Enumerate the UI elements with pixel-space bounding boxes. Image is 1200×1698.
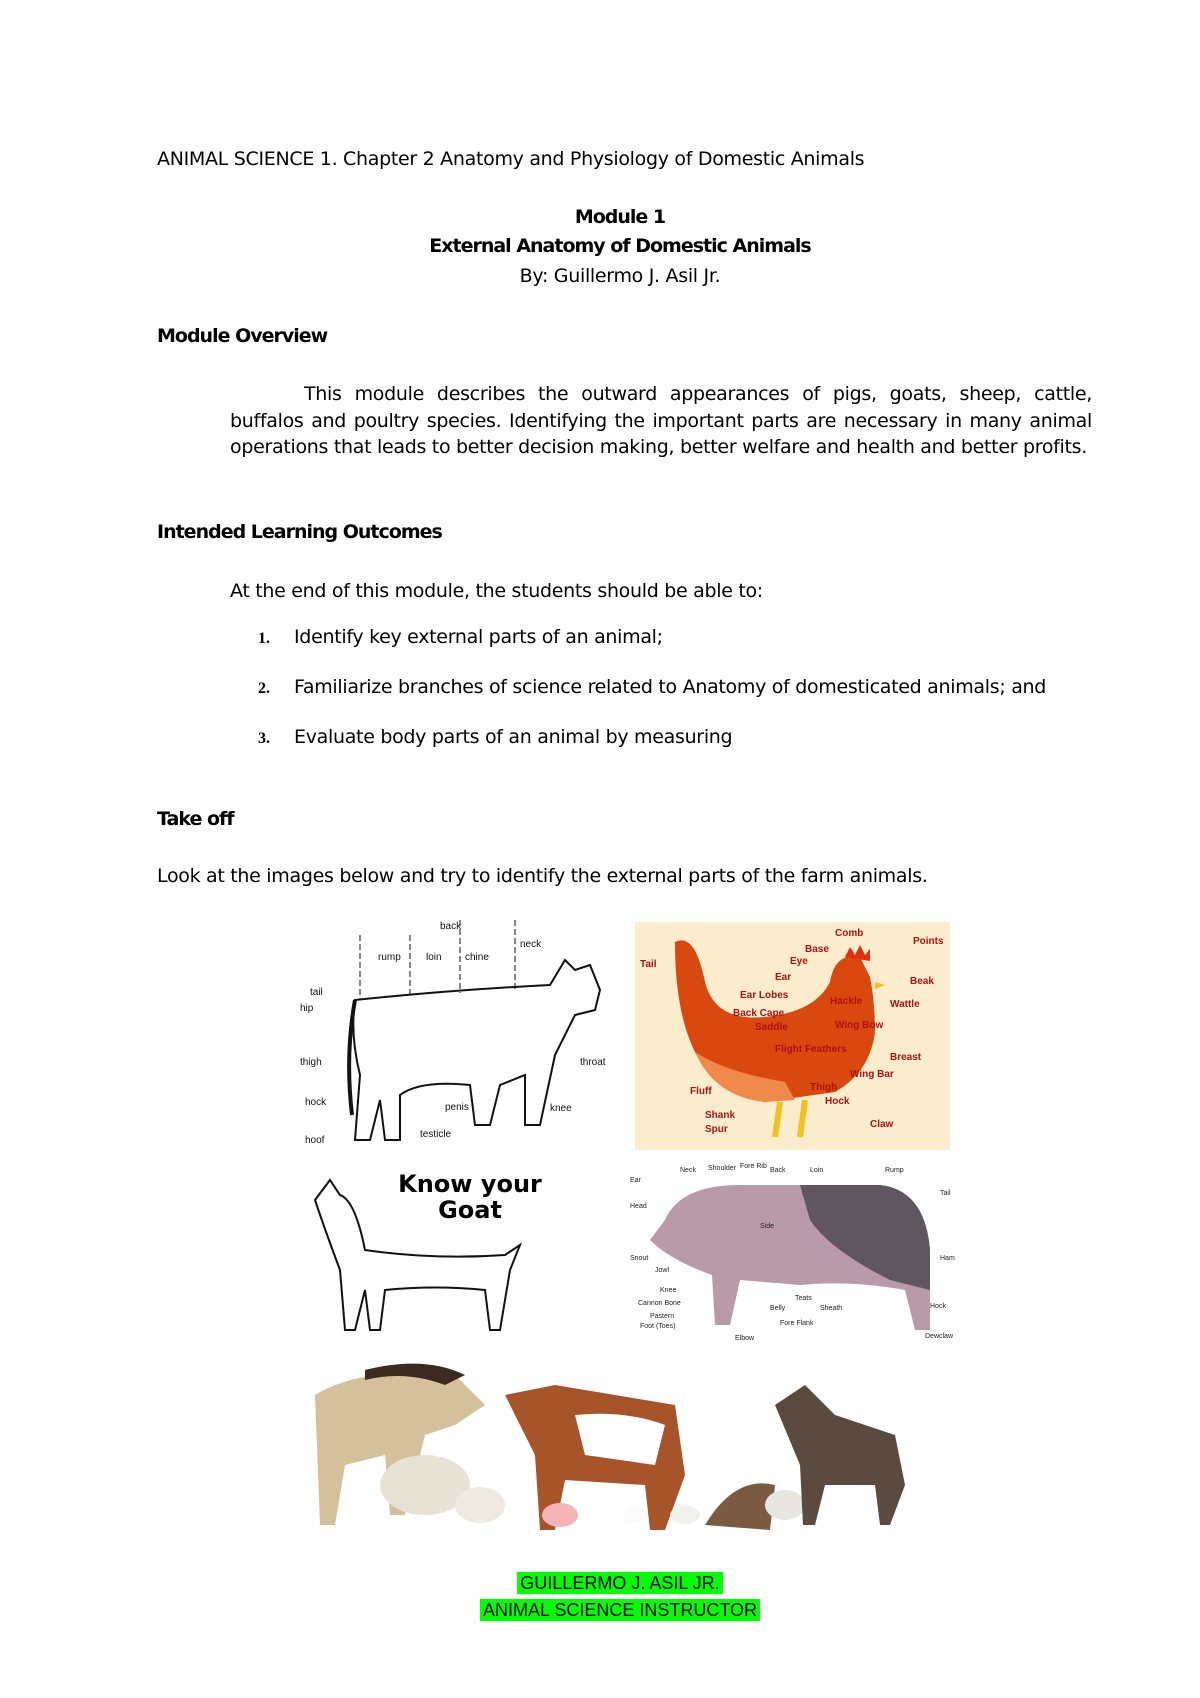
- chicken-label: Tail: [640, 959, 657, 970]
- pig-label: Ear: [630, 1177, 641, 1184]
- cow-label: hip: [300, 1003, 314, 1014]
- cow-label: throat: [580, 1057, 606, 1068]
- outcome-item: 1. Identify key external parts of an animal;: [258, 626, 663, 648]
- footer-instructor-name: GUILLERMO J. ASIL JR.: [0, 1573, 1200, 1594]
- outcome-item: 2. Familiarize branches of science related to Anatomy of domesticated animals; and: [258, 676, 1047, 698]
- pig-label: Pastern: [650, 1313, 675, 1320]
- pig-label: Belly: [770, 1305, 786, 1312]
- pig-label: Snout: [630, 1255, 649, 1262]
- chicken-label: Breast: [890, 1052, 922, 1063]
- module-title: External Anatomy of Domestic Animals: [429, 235, 811, 257]
- pig-label: Ham: [940, 1255, 955, 1262]
- chicken-label: Shank: [705, 1110, 736, 1121]
- pig-label: Side: [760, 1223, 775, 1230]
- goat-title-line2: Goat: [438, 1196, 502, 1224]
- chicken-label: Spur: [705, 1124, 728, 1135]
- chicken-label: Comb: [835, 928, 864, 939]
- cow-label: testicle: [420, 1129, 452, 1140]
- chicken-label: Flight Feathers: [775, 1044, 847, 1055]
- pig-label: Dewclaw: [925, 1333, 954, 1340]
- pig-label: Elbow: [735, 1335, 755, 1342]
- pig-label: Head: [630, 1203, 647, 1210]
- module-number: Module 1: [574, 206, 666, 228]
- pig-label: Foot (Toes): [640, 1323, 676, 1330]
- pig-label: Tail: [940, 1190, 951, 1197]
- overview-heading: Module Overview: [157, 325, 328, 347]
- pig-label: Jowl: [655, 1267, 670, 1274]
- cow-diagram: [300, 915, 635, 1150]
- cow-label: knee: [550, 1103, 572, 1114]
- cow-label: neck: [520, 939, 542, 950]
- chicken-label: Wing Bar: [850, 1069, 894, 1080]
- pig-label: Knee: [660, 1287, 677, 1294]
- pig-label: Fore Rib: [740, 1163, 767, 1170]
- outcome-item: 3. Evaluate body parts of an animal by measuring: [258, 726, 733, 748]
- chicken-label: Back Cape: [733, 1008, 785, 1019]
- chicken-label: Points: [913, 936, 944, 947]
- chicken-label: Beak: [910, 976, 934, 987]
- footer-instructor-role: ANIMAL SCIENCE INSTRUCTOR: [0, 1600, 1200, 1621]
- takeoff-text: Look at the images below and try to identify the external parts of the farm animals.: [157, 865, 928, 887]
- cow-label: penis: [445, 1102, 469, 1113]
- pig-diagram: [630, 1160, 965, 1345]
- cow-label: tail: [310, 987, 323, 998]
- chicken-label: Wing Bow: [835, 1020, 884, 1031]
- farm-animals-photo: [305, 1355, 935, 1545]
- pig-label: Teats: [795, 1295, 812, 1302]
- pig-label: Back: [770, 1167, 786, 1174]
- chicken-label: Thigh: [810, 1082, 838, 1093]
- pig-label: Cannon Bone: [638, 1300, 681, 1307]
- pig-label: Sheath: [820, 1305, 843, 1312]
- chicken-diagram: [635, 922, 950, 1150]
- overview-text: This module describes the outward appearances of pigs, goats, sheep, cattle, buffalos and poultry species. Identifying the important parts are necessary in many animal operations that leads to better decision making, better welfare and health and better profits.: [230, 383, 1092, 458]
- outcomes-heading: Intended Learning Outcomes: [157, 521, 442, 543]
- chicken-label: Ear Lobes: [740, 990, 789, 1001]
- takeoff-heading: Take off: [157, 808, 234, 830]
- cow-label: back: [440, 921, 462, 932]
- chicken-label: Base: [805, 944, 829, 955]
- cow-label: hoof: [305, 1135, 325, 1146]
- pig-label: Neck: [680, 1167, 696, 1174]
- cow-label: loin: [426, 952, 442, 963]
- byline: By: Guillermo J. Asil Jr.: [519, 265, 721, 287]
- pig-label: Loin: [810, 1167, 824, 1174]
- chicken-label: Ear: [775, 972, 792, 983]
- goat-diagram: [285, 1160, 590, 1345]
- chicken-label: Eye: [790, 956, 808, 967]
- goat-title-line1: Know your: [398, 1170, 542, 1198]
- document-header: ANIMAL SCIENCE 1. Chapter 2 Anatomy and Physiology of Domestic Animals: [157, 148, 865, 170]
- pig-label: Rump: [885, 1167, 904, 1174]
- chicken-label: Claw: [870, 1119, 894, 1130]
- chicken-label: Hackle: [830, 996, 863, 1007]
- outcomes-intro: At the end of this module, the students should be able to:: [230, 580, 763, 602]
- cow-label: chine: [465, 952, 489, 963]
- cow-label: hock: [305, 1097, 327, 1108]
- cow-label: rump: [378, 952, 401, 963]
- chicken-label: Saddle: [755, 1022, 788, 1033]
- pig-label: Hock: [930, 1303, 946, 1310]
- chicken-label: Wattle: [890, 999, 920, 1010]
- pig-label: Shoulder: [708, 1165, 737, 1172]
- chicken-label: Fluff: [690, 1086, 712, 1097]
- cow-label: thigh: [300, 1057, 322, 1068]
- pig-label: Fore Flank: [780, 1320, 814, 1327]
- chicken-label: Hock: [825, 1096, 850, 1107]
